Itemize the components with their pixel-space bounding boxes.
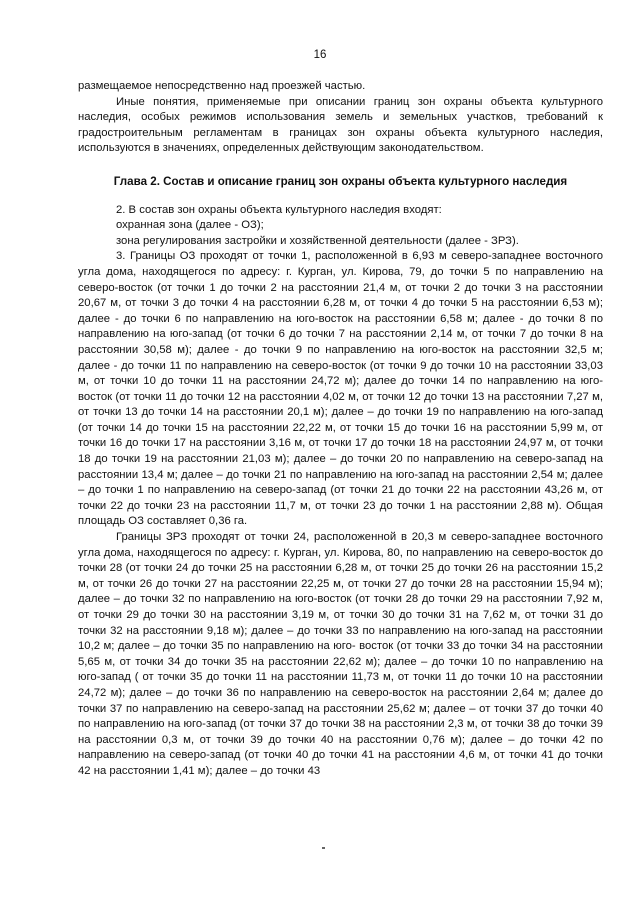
item-2: 2. В состав зон охраны объекта культурного наследия входят:	[116, 203, 442, 216]
zone-oz-line: охранная зона (далее - ОЗ);	[116, 219, 264, 232]
zrz-boundary-paragraph: Границы ЗРЗ проходят от точки 24, расположенной в 20,3 м северо-западнее восточного угла дома, находящегося по адресу: г. Курган, ул. Кирова, 80, по направлению на северо-восток до точки 28 (от точки 24 до точки 25 на расстоянии 6,28 м, от точки 25 до точки 26 на расстоянии 15,2 м, от точки 26 до точки 27 на расстоянии 22,25 м, от точки 27 до точки 28 на расстоянии 15,94 м); далее – до точки 32 по направлению на юго-восток (от точки 28 до точки 29 на расстоянии 7,92 м, от точки 29 до точки 30 на расстоянии 3,19 м, от точки 30 до точки 31 на 7,62 м, от точки 31 до точки 32 на расстоянии 9,18 м); далее – до точки 33 по направлению на юго-запад на расстоянии 10,2 м; далее – до точки 35 по направлению на юго- восток (от точки 33 до точки 34 на расстоянии 5,65 м, от точки 34 до точки 35 на расстоянии 22,62 м); далее – до точки 10 по направлению на юго-запад ( от точки 35 до точки 11 на расстоянии 11,73 м, от точки 11 до точки 10 на расстоянии 24,72 м); далее – до точки 36 по направлению на северо-восток на расстоянии 2,64 м; далее до точки 37 по направлению на северо-запад на расстоянии 25,62 м; далее – от точки 37 до точки 40 по направлению на юго-запад (от точки 37 до точки 38 на расстоянии 2,3 м, от точки 38 до точки 39 на расстоянии 0,3 м, от точки 39 до точки 40 на расстоянии 0,76 м); далее – до точки 42 по направлению на северо-запад (от точки 40 до точки 41 на расстоянии 4,6 м, от точки 41 до точки 42 на расстоянии 1,41 м); далее – до точки 43	[78, 531, 603, 777]
scan-speck	[322, 847, 325, 849]
zone-zrz-line: зона регулирования застройки и хозяйственной деятельности (далее - ЗРЗ).	[116, 234, 519, 247]
paragraph-continuation: размещаемое непосредственно над проезжей частью.	[78, 80, 366, 92]
paragraph-definitions: Иные понятия, применяемые при описании границ зон охраны объекта культурного наследия, особых режимов использования земель и земельных участков, требований к градостроительным регламентам в границах зон охраны объекта культурного наследия, используются в значениях, определенных действующим законодательством.	[78, 95, 603, 155]
page-content	[78, 79, 603, 780]
item-3-paragraph: 3. Границы ОЗ проходят от точки 1, расположенной в 6,93 м северо-западнее восточного угла дома, находящегося по адресу: г. Курган, ул. Кирова, 79, до точки 5 по направлению на северо-восток (от точки 1 до точки 2 на расстоянии 21,4 м, от точки 2 до точки 3 на расстоянии 20,67 м, от точки 3 до точки 4 на расстоянии 6,28 м, от точки 4 до точки 5 на расстоянии 6,53 м); далее - до точки 6 по направлению на юго-восток на расстоянии 6,58 м; далее - до точки 8 по направлению на юго-запад (от точки 6 до точки 7 на расстоянии 2,14 м, от точки 7 до точки 8 на расстоянии 30,58 м); далее - до точки 9 по направлению на юго-восток на расстоянии 32,5 м; далее - до точки 11 по направлению на северо-восток (от точки 9 до точки 10 на расстоянии 33,03 м, от точки 10 до точки 11 на расстоянии 24,72 м); далее до точки 14 по направлению на юго-восток (от точки 11 до точки 12 на расстоянии 4,02 м, от точки 12 до точки 13 на расстоянии 7,27 м, от точки 13 до точки 14 на расстоянии 20,1 м); далее – до точки 19 по направлению на юго-запад (от точки 14 до точки 15 на расстоянии 22,22 м, от точки 15 до точки 16 на расстоянии 5,99 м, от точки 16 до точки 17 на расстоянии 3,16 м, от точки 17 до точки 18 на расстоянии 24,97 м, от точки 18 до точки 19 на расстоянии 21,03 м); далее – до точки 20 по направлению на северо-запад на расстоянии 13,4 м; далее – до точки 21 по направлению на юго-запад на расстоянии 2,54 м; далее – до точки 1 по направлению на северо-запад (от точки 21 до точки 22 на расстоянии 43,26 м, от точки 22 до точки 23 на расстоянии 11,7 м, от точки 23 до точки 1 на расстоянии 2,88 м). Общая площадь ОЗ составляет 0,36 га.	[78, 250, 603, 528]
chapter-heading: Глава 2. Состав и описание границ зон охраны объекта культурного наследия	[113, 174, 568, 188]
page-number: 16	[313, 49, 327, 61]
